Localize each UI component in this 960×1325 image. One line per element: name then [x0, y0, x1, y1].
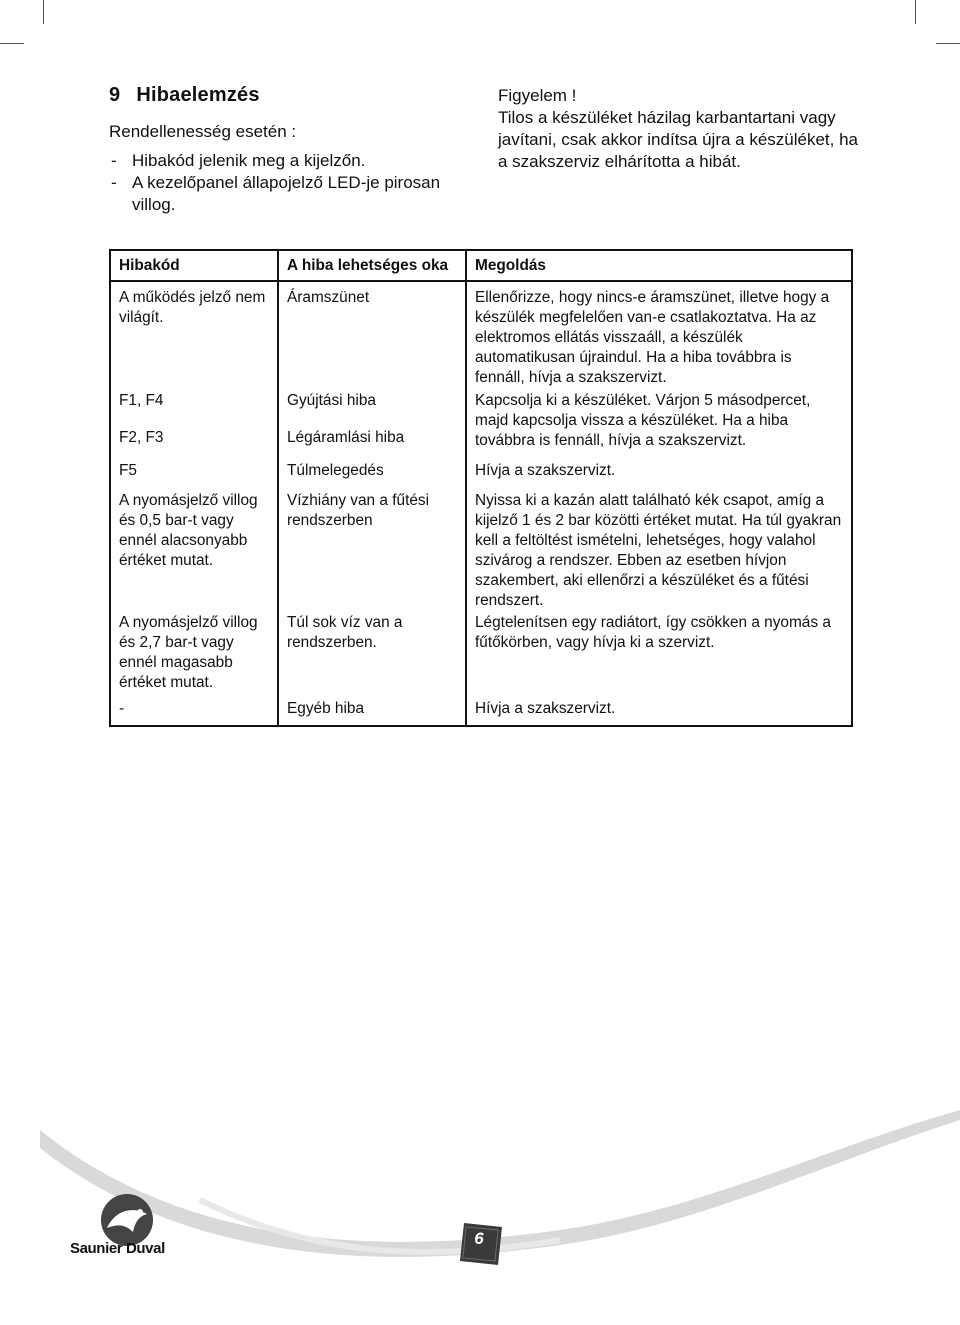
list-item: - A kezelőpanel állapojelző LED-je pirosan villog. — [109, 172, 449, 216]
table-header-row — [110, 250, 852, 281]
cell-cause: Túlmelegedés — [278, 459, 466, 489]
cell-code: A nyomásjelző villog és 2,7 bar-t vagy ennél magasabb értéket mutat. — [110, 611, 278, 697]
table-row — [110, 611, 852, 697]
cell-solution: Hívja a szakszervizt. — [475, 462, 616, 479]
intro-block — [109, 121, 449, 216]
cell-cause: Légáramlási hiba — [278, 420, 466, 459]
crop-mark-top-right-h — [936, 43, 960, 44]
list-item: - Hibakód jelenik meg a kijelzőn. — [109, 150, 449, 172]
table-row — [110, 697, 852, 726]
header-code: Hibakód — [110, 250, 278, 281]
crop-mark-top-left-h — [0, 43, 24, 44]
cell-code: F5 — [110, 459, 278, 489]
error-table — [109, 249, 853, 727]
cell-cause: Túl sok víz van a rendszerben. — [278, 611, 466, 697]
crop-mark-top-left — [43, 0, 44, 24]
intro-lead: Rendellenesség esetén : — [109, 122, 297, 141]
cell-solution: Ellenőrizze, hogy nincs-e áramszünet, illetve hogy a készülék megfelelően van-e csatlakoztatva. Ha az elektromos ellátás visszaáll, a készülék automatikusan újraindul. Ha a hiba továbbra is fennáll, hívja a szakszervizt. — [475, 289, 830, 386]
cell-cause: Vízhiány van a fűtési rendszerben — [278, 489, 466, 611]
brand-name: Saunier Duval — [70, 1240, 165, 1257]
crop-mark-top-right — [915, 0, 916, 24]
cell-cause: Áramszünet — [278, 281, 466, 388]
cell-solution: Hívja a szakszervizt. — [475, 700, 616, 717]
cell-cause: Gyújtási hiba — [278, 388, 466, 420]
cell-code: F2, F3 — [110, 420, 278, 459]
table-row — [110, 459, 852, 489]
cell-code: F1, F4 — [110, 388, 278, 420]
section-number: 9 — [109, 84, 121, 106]
cell-code: - — [110, 697, 278, 726]
header-cause: A hiba lehetséges oka — [278, 250, 466, 281]
cell-solution: Kapcsolja ki a készüléket. Várjon 5 másodpercet, majd kapcsolja vissza a készüléket. Ha a hiba továbbra is fennáll, hívja a szakszervizt. — [475, 392, 811, 449]
cell-cause: Egyéb hiba — [278, 697, 466, 726]
warning-heading: Figyelem ! — [498, 86, 577, 105]
cell-solution: Nyissa ki a kazán alatt található kék csapot, amíg a kijelző 1 és 2 bar közötti értéket mutat. Ha túl gyakran kell a feltöltést ismételni, lehetséges, hogy valahol szivárog a rendszer. Ebben az esetben hívjon szakembert, aki ellenőrzi a készüléket és a fűtési rendszert. — [475, 492, 842, 609]
section-title — [109, 84, 260, 107]
table-row — [110, 281, 852, 388]
intro-list — [109, 150, 449, 216]
page-number: 6 — [474, 1229, 484, 1248]
warning-text: Tilos a készüléket házilag karbantartani vagy javítani, csak akkor indítsa újra a készüléket, ha a szakszerviz elhárította a hibát. — [498, 108, 859, 171]
warning-block — [498, 85, 858, 173]
cell-solution: Légtelenítsen egy radiátort, így csökken a nyomás a fűtőkörben, vagy hívja ki a szervizt. — [475, 614, 831, 651]
table-row — [110, 489, 852, 611]
table-row — [110, 388, 852, 420]
cell-code: A nyomásjelző villog és 0,5 bar-t vagy ennél alacsonyabb értéket mutat. — [110, 489, 278, 611]
header-solution: Megoldás — [466, 250, 852, 281]
cell-code: A működés jelző nem világít. — [110, 281, 278, 388]
section-title-text: Hibaelemzés — [136, 84, 260, 106]
